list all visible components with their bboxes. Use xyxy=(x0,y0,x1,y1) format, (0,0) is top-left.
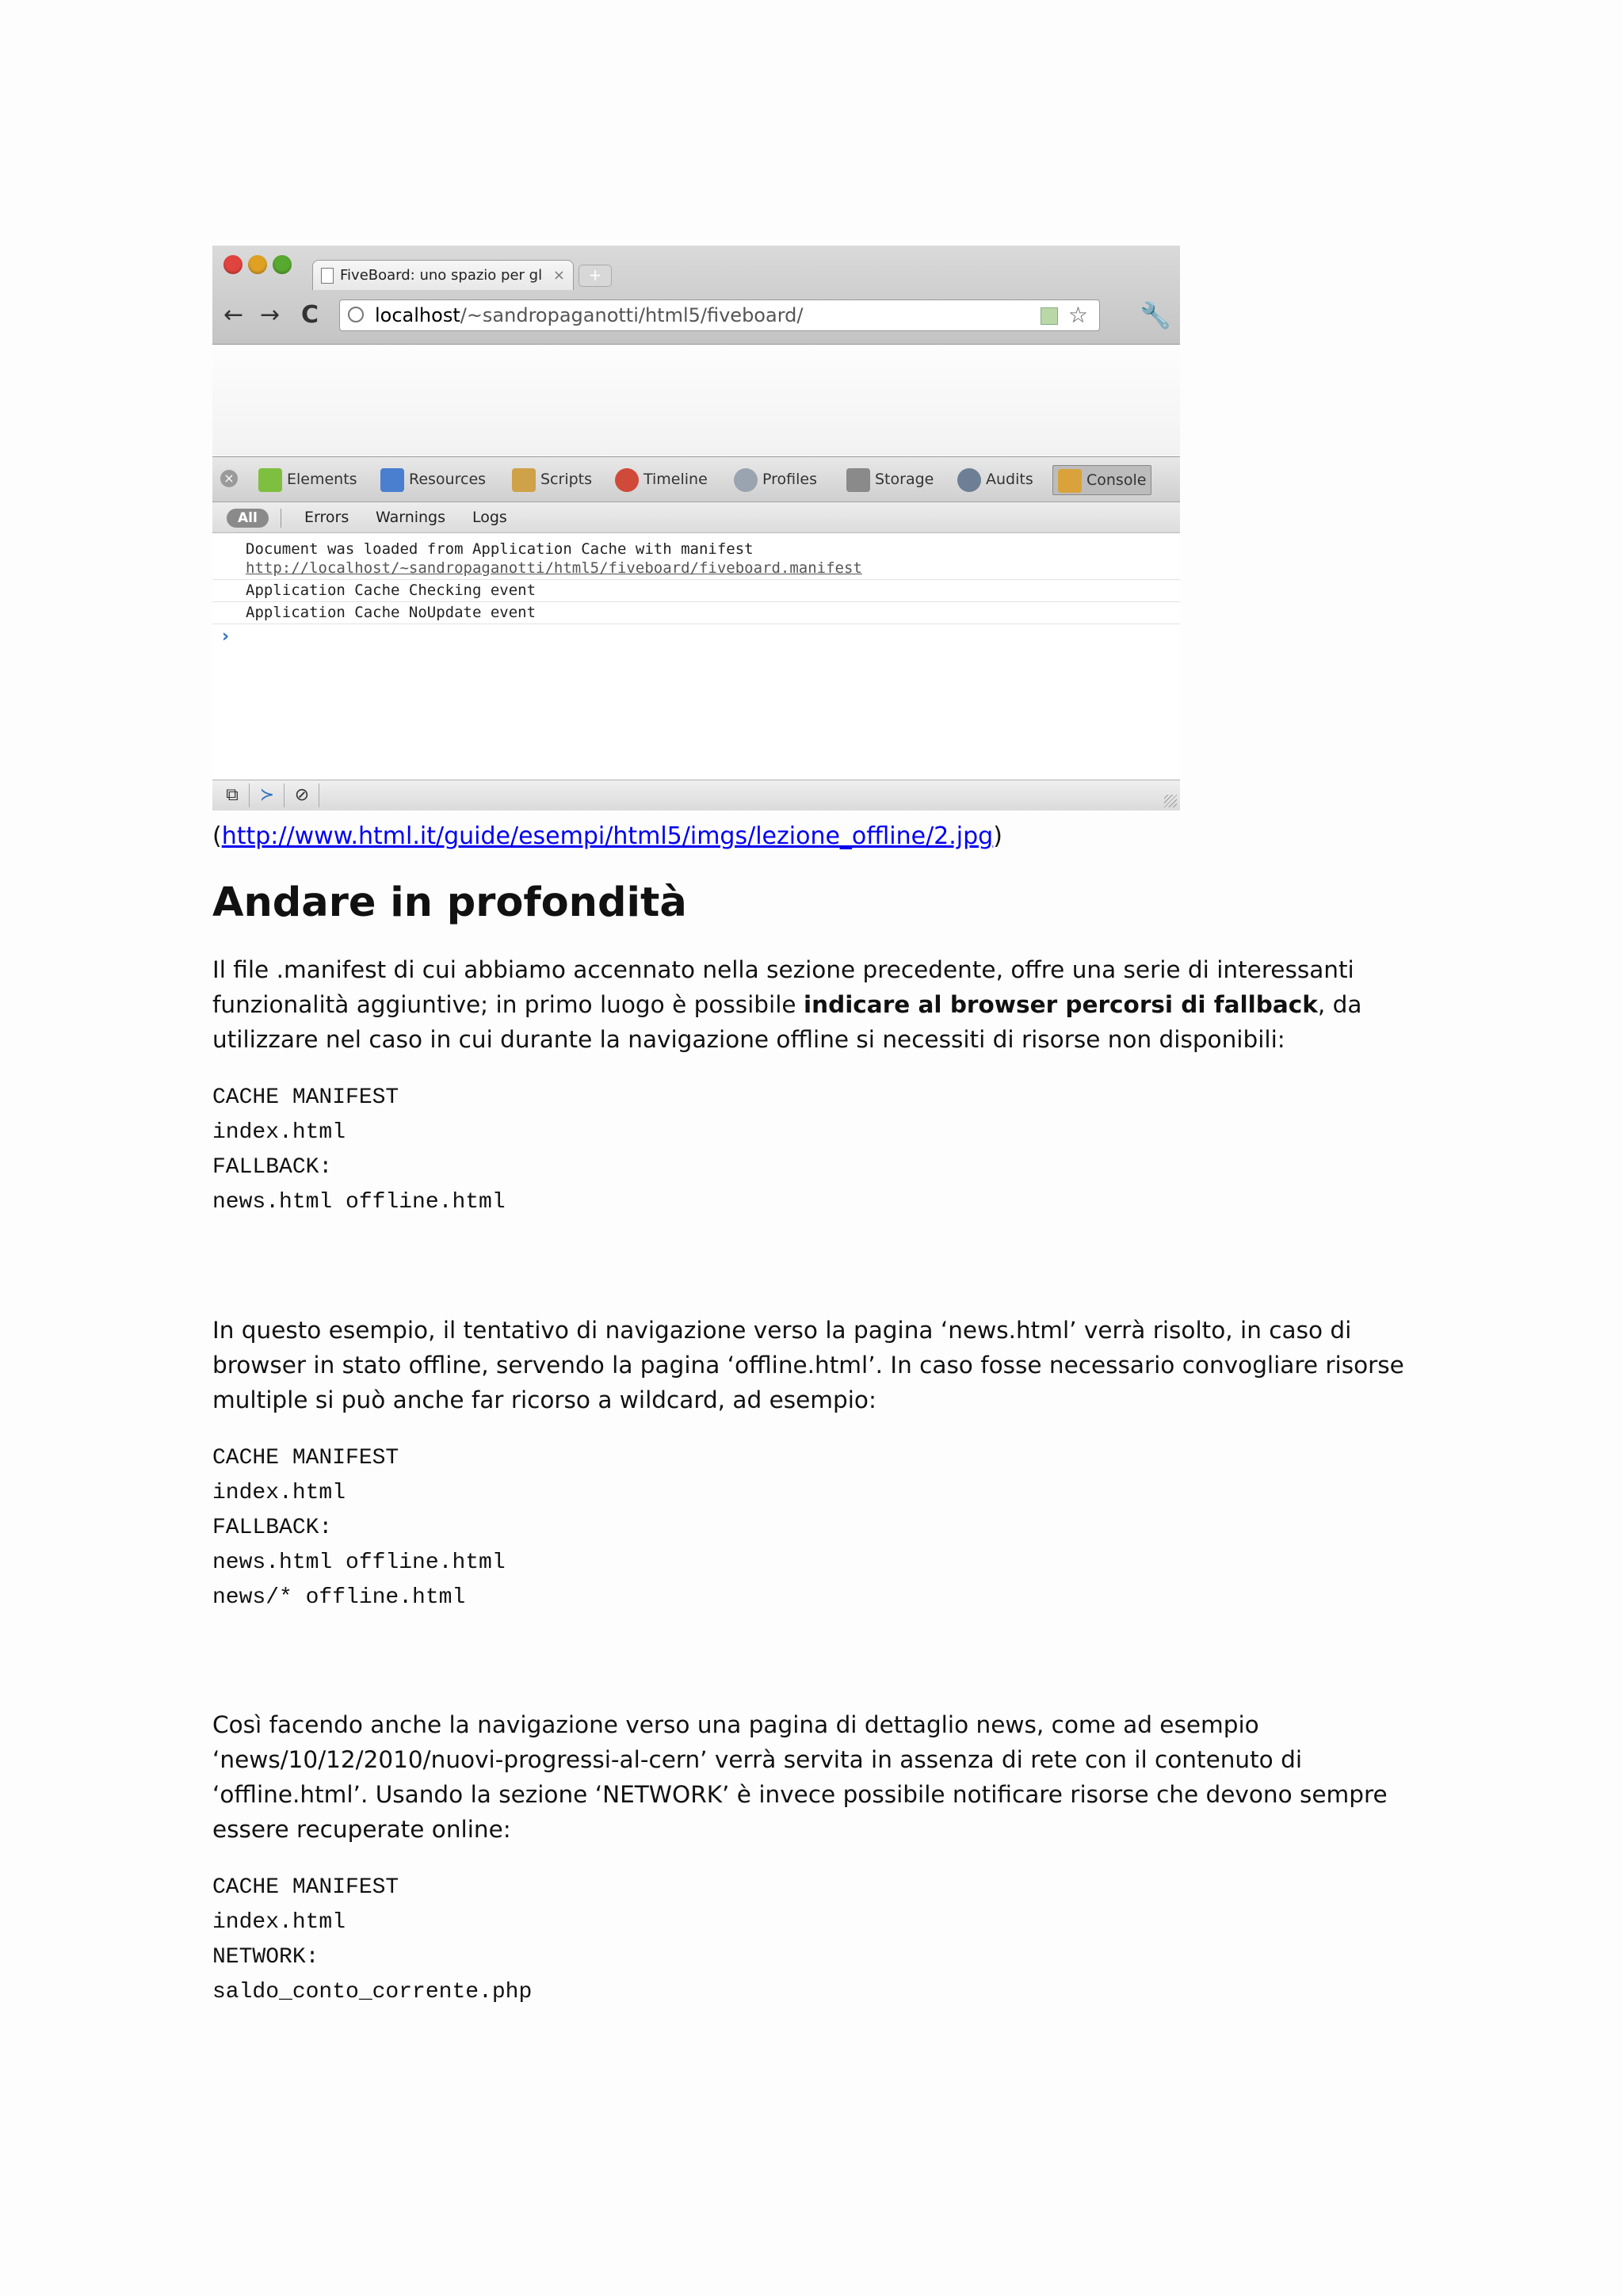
panel-label: Timeline xyxy=(643,471,708,488)
console-message: Document was loaded from Application Cache with manifest xyxy=(246,540,754,558)
filter-warnings[interactable]: Warnings xyxy=(376,509,446,526)
panel-audits[interactable] xyxy=(957,465,1033,494)
code-line: index.html xyxy=(212,1120,346,1145)
code-block-2 xyxy=(212,1441,506,1615)
caption-paren: ( xyxy=(212,822,222,850)
panel-label: Scripts xyxy=(540,471,593,488)
panel-label: Elements xyxy=(287,471,357,488)
page-icon xyxy=(321,268,334,284)
code-line: FALLBACK: xyxy=(212,1516,333,1540)
code-block-3 xyxy=(212,1871,532,2010)
panel-label: Audits xyxy=(986,471,1033,488)
page-content-area xyxy=(212,345,1180,456)
console-icon xyxy=(1058,469,1082,493)
browser-chrome xyxy=(212,246,1180,345)
panel-profiles[interactable] xyxy=(734,465,817,494)
console-manifest-link[interactable]: http://localhost/~sandropaganotti/html5/fiveboard/fiveboard.manifest xyxy=(246,559,862,577)
panel-label: Console xyxy=(1086,471,1147,489)
image-caption xyxy=(212,821,1002,852)
code-line: news.html offline.html xyxy=(212,1550,506,1575)
url-host: localhost xyxy=(375,304,460,326)
code-line: CACHE MANIFEST xyxy=(212,1085,399,1110)
url-path: /~sandropaganotti/html5/fiveboard/ xyxy=(460,304,804,326)
zoom-window-button[interactable] xyxy=(273,255,292,274)
back-button[interactable]: ← xyxy=(223,301,244,329)
panel-timeline[interactable] xyxy=(615,465,708,494)
page-action-icon[interactable] xyxy=(1041,307,1058,325)
code-line: index.html xyxy=(212,1481,346,1505)
devtools-toolbar xyxy=(212,457,1180,502)
globe-icon xyxy=(348,307,364,322)
code-line: NETWORK: xyxy=(212,1945,319,1970)
devtools-close-icon[interactable]: × xyxy=(220,470,238,487)
text-run: Il file .manifest di cui abbiamo accennato nella sezione precedente, offre una serie di interessanti funzionalità aggiuntive; in primo luogo è possibile xyxy=(212,956,1354,1018)
image-source-link[interactable]: http://www.html.it/guide/esempi/html5/imgs/lezione_offline/2.jpg xyxy=(221,822,994,850)
tab-title: FiveBoard: uno spazio per gl xyxy=(340,267,543,284)
panel-storage[interactable] xyxy=(846,465,934,494)
bookmark-star-icon[interactable]: ☆ xyxy=(1067,302,1088,328)
forward-button[interactable]: → xyxy=(260,301,281,329)
panel-elements[interactable] xyxy=(258,465,357,494)
panel-scripts[interactable] xyxy=(512,465,592,494)
panel-resources[interactable] xyxy=(380,465,486,494)
console-row-divider xyxy=(212,601,1180,602)
tab-close-icon[interactable]: × xyxy=(552,267,565,284)
dock-icon[interactable]: ⧉ xyxy=(216,784,250,807)
console-message: Application Cache NoUpdate event xyxy=(246,604,537,621)
bold-text: indicare al browser percorsi di fallback xyxy=(803,991,1318,1018)
paragraph-example: In questo esempio, il tentativo di navigazione verso la pagina ‘news.html’ verrà risolto, in caso di browser in stato offline, servendo la pagina ‘offline.html’. In caso fosse necessario convogliare risorse multiple si può anche far ricorso a wildcard, ad esempio: xyxy=(212,1317,1404,1413)
profiles-icon xyxy=(734,468,758,492)
console-prompt[interactable]: › xyxy=(222,627,230,646)
devtools xyxy=(212,456,1180,810)
panel-console[interactable] xyxy=(1052,465,1151,495)
section-heading: Andare in profondità xyxy=(212,879,687,926)
close-window-button[interactable] xyxy=(223,255,242,274)
resources-icon xyxy=(380,468,404,492)
new-tab-button[interactable]: + xyxy=(579,265,612,287)
devtools-status-bar xyxy=(212,780,1180,810)
caption-paren: ) xyxy=(993,822,1002,850)
elements-icon xyxy=(258,468,282,492)
code-line: news/* offline.html xyxy=(212,1585,466,1610)
resize-grip-icon[interactable] xyxy=(1164,795,1177,807)
address-bar[interactable] xyxy=(339,299,1100,331)
audits-icon xyxy=(957,468,981,492)
panel-label: Resources xyxy=(409,471,487,488)
code-line: FALLBACK: xyxy=(212,1155,333,1180)
filter-errors[interactable]: Errors xyxy=(304,509,349,526)
timeline-icon xyxy=(615,468,639,492)
filter-all[interactable]: All xyxy=(227,509,269,528)
console-message: Application Cache Checking event xyxy=(246,582,537,599)
console-filter-bar xyxy=(212,502,1180,533)
clear-console-icon[interactable]: ⊘ xyxy=(285,784,319,807)
filter-logs[interactable]: Logs xyxy=(472,509,507,526)
reload-button[interactable]: C xyxy=(301,301,319,329)
wrench-menu-icon[interactable]: 🔧 xyxy=(1140,300,1171,330)
panel-label: Storage xyxy=(875,471,934,488)
paragraph-network: Così facendo anche la navigazione verso una pagina di dettaglio news, come ad esempio ‘news/10/12/2010/nuovi-progressi-al-cern’ verrà servita in assenza di rete con il contenuto di ‘offline.html’. Usando la sezione ‘NETWORK’ è invece possibile notificare risorse che devono sempre essere recuperate online: xyxy=(212,1711,1388,1843)
code-line: index.html xyxy=(212,1910,346,1935)
code-block-1 xyxy=(212,1081,506,1220)
console-toggle-icon[interactable]: ≻ xyxy=(250,784,285,807)
minimize-window-button[interactable] xyxy=(248,255,267,274)
storage-icon xyxy=(846,468,870,492)
scripts-icon xyxy=(512,468,536,492)
code-line: CACHE MANIFEST xyxy=(212,1446,399,1470)
code-line: news.html offline.html xyxy=(212,1190,506,1215)
text-run: , da utilizzare nel caso in cui durante la navigazione offline si necessiti di risorse non disponibili: xyxy=(212,991,1362,1053)
code-line: CACHE MANIFEST xyxy=(212,1875,399,1900)
browser-tab[interactable] xyxy=(312,260,574,290)
console-row-divider xyxy=(212,579,1180,580)
paragraph-intro xyxy=(212,952,1417,1057)
code-line: saldo_conto_corrente.php xyxy=(212,1980,533,2004)
panel-label: Profiles xyxy=(762,471,817,488)
